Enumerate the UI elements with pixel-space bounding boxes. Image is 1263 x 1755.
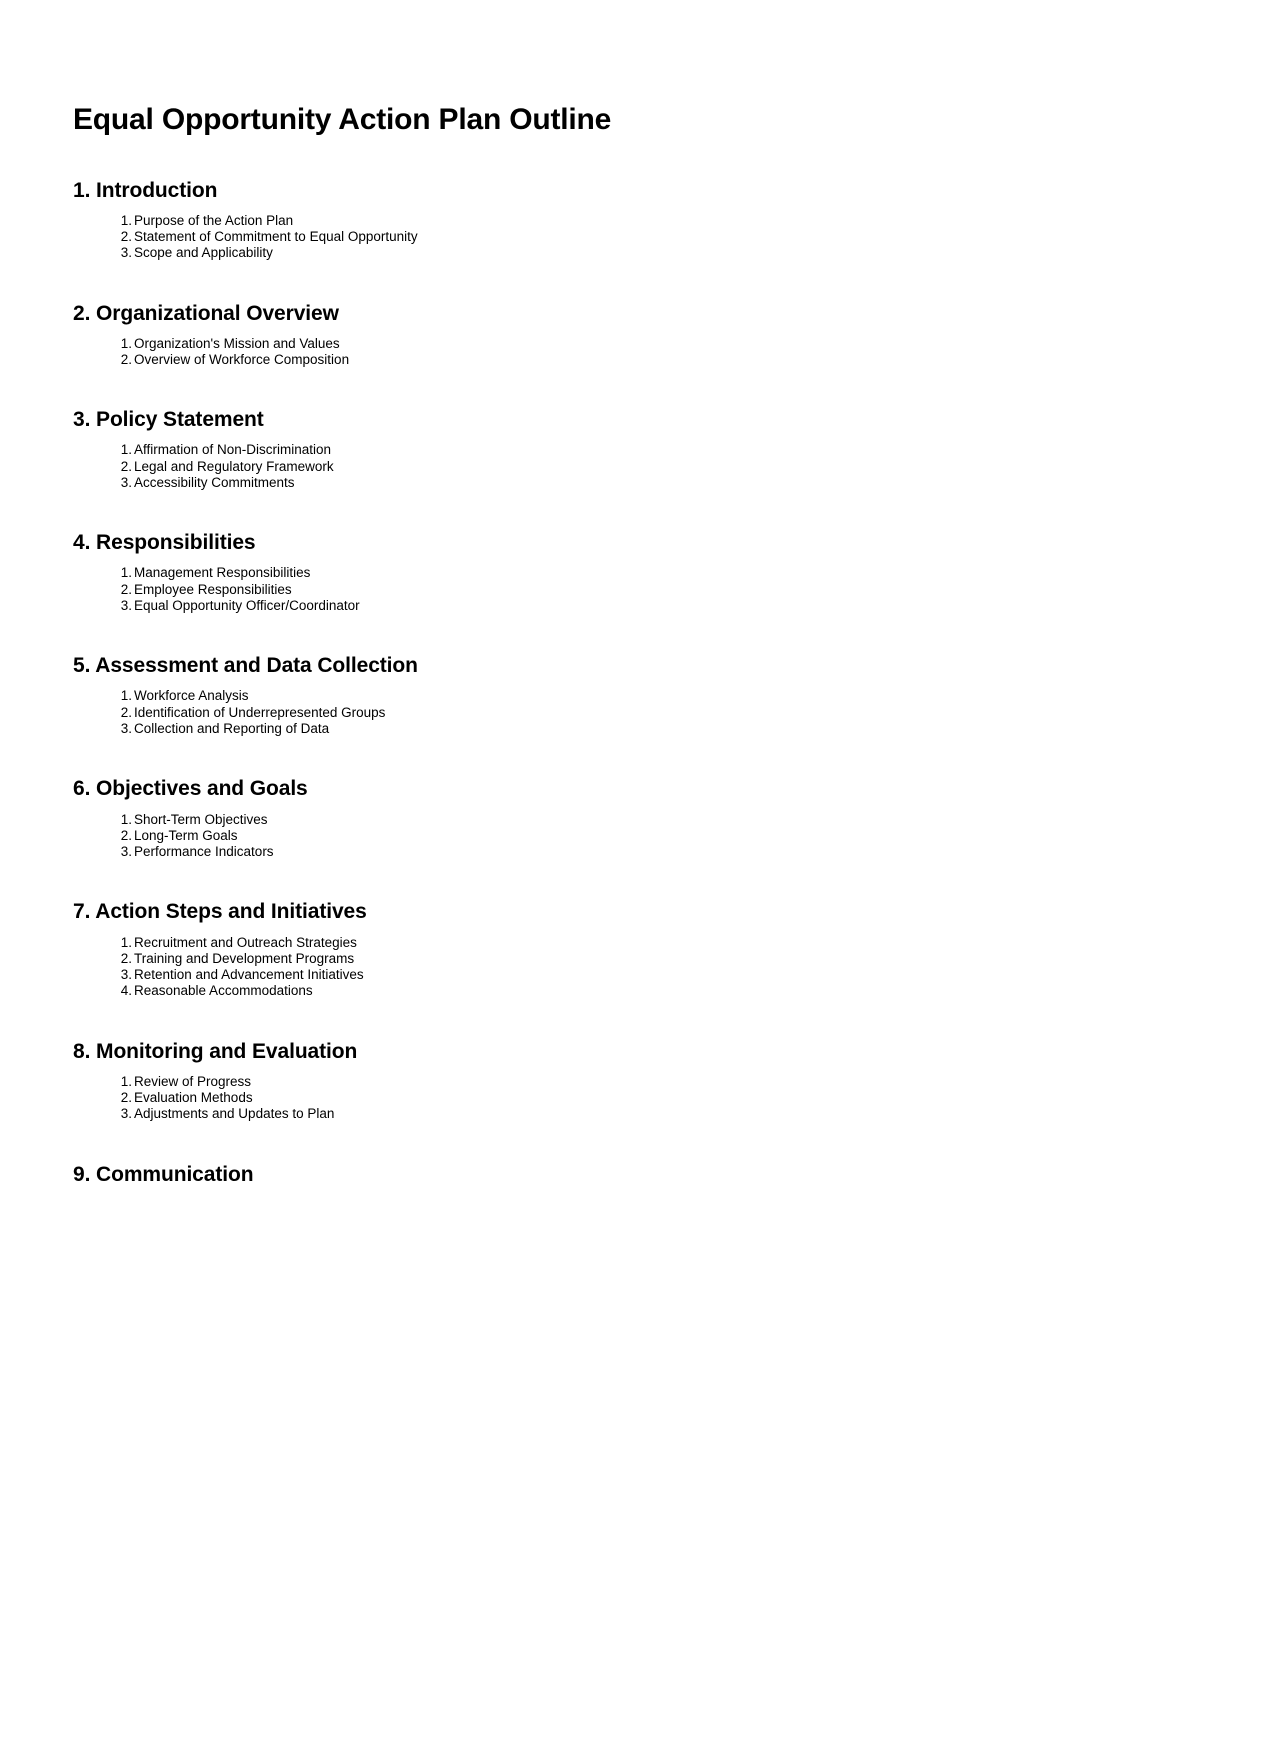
section-heading-6: 6. Objectives and Goals: [73, 777, 308, 801]
list-item-label: Statement of Commitment to Equal Opportunity: [134, 228, 418, 244]
list-item-label: Overview of Workforce Composition: [134, 351, 350, 367]
list-item-number: 4.: [120, 983, 132, 999]
list-item-label: Long-Term Goals: [134, 827, 238, 843]
list-item-number: 3.: [120, 1106, 132, 1122]
list-item-label: Workforce Analysis: [134, 688, 249, 704]
section-9: [72, 1123, 1191, 1187]
list-item-number: 1.: [120, 335, 132, 351]
list-item: [72, 442, 1191, 458]
list-item-number: 1.: [120, 442, 132, 458]
list-item-label: Recruitment and Outreach Strategies: [134, 934, 357, 950]
list-item: [72, 245, 1191, 261]
list-item: [72, 828, 1191, 844]
list-item-label: Evaluation Methods: [134, 1090, 253, 1106]
list-item: [72, 352, 1191, 368]
list-item: [72, 229, 1191, 245]
list-item: [72, 582, 1191, 598]
section-7: [72, 860, 1191, 999]
list-item-number: 1.: [120, 811, 132, 827]
list-item-label: Employee Responsibilities: [134, 581, 292, 597]
list-item-number: 3.: [120, 721, 132, 737]
list-item: [72, 598, 1191, 614]
list-item-number: 2.: [120, 458, 132, 474]
list-item-number: 3.: [120, 245, 132, 261]
section-6: [72, 737, 1191, 860]
list-item: [72, 688, 1191, 704]
list-item: [72, 983, 1191, 999]
list-item-label: Reasonable Accommodations: [134, 983, 313, 999]
section-list-7: [72, 925, 1191, 1000]
section-2: [72, 262, 1191, 369]
section-list-4: [72, 555, 1191, 614]
section-heading-7: 7. Action Steps and Initiatives: [73, 900, 367, 924]
list-item: [72, 812, 1191, 828]
list-item-label: Adjustments and Updates to Plan: [134, 1106, 335, 1122]
list-item-number: 3.: [120, 967, 132, 983]
section-8: [72, 1000, 1191, 1123]
list-item-label: Scope and Applicability: [134, 245, 273, 261]
list-item-number: 3.: [120, 475, 132, 490]
list-item: [72, 1106, 1191, 1122]
list-item-label: Training and Development Programs: [134, 950, 355, 966]
list-item: [72, 475, 1191, 491]
section-4: [72, 491, 1191, 614]
list-item: [72, 213, 1191, 229]
section-1: [72, 138, 1191, 262]
list-item: [72, 951, 1191, 967]
page-title: Equal Opportunity Action Plan Outline: [73, 103, 612, 136]
list-item-label: Short-Term Objectives: [134, 811, 268, 827]
section-list-3: [72, 432, 1191, 491]
list-item-number: 1.: [120, 1073, 132, 1089]
list-item-number: 2.: [120, 1090, 132, 1106]
list-item-label: Review of Progress: [134, 1073, 252, 1089]
section-list-1: [72, 203, 1191, 262]
list-item: [72, 967, 1191, 983]
list-item-label: Affirmation of Non-Discrimination: [134, 442, 332, 458]
list-item-number: 2.: [120, 950, 132, 966]
list-item: [72, 721, 1191, 737]
list-item-number: 3.: [120, 844, 132, 860]
section-heading-1: 1. Introduction: [73, 178, 218, 202]
section-5: [72, 614, 1191, 737]
section-list-5: [72, 678, 1191, 737]
list-item-number: 2.: [120, 351, 132, 367]
list-item-label: Purpose of the Action Plan: [134, 212, 294, 228]
list-item-number: 1.: [120, 934, 132, 950]
list-item: [72, 1074, 1191, 1090]
section-3: [72, 368, 1191, 491]
list-item-label: Equal Opportunity Officer/Coordinator: [134, 598, 360, 614]
list-item-number: 1.: [120, 688, 132, 704]
list-item-label: Accessibility Commitments: [134, 475, 295, 490]
list-item-number: 2.: [120, 228, 132, 244]
list-item-number: 2.: [120, 581, 132, 597]
list-item-number: 3.: [120, 598, 132, 614]
list-item-label: Collection and Reporting of Data: [134, 721, 330, 737]
list-item: [72, 565, 1191, 581]
list-item: [72, 705, 1191, 721]
list-item-number: 1.: [120, 565, 132, 581]
section-heading-9: 9. Communication: [73, 1162, 254, 1186]
list-item: [72, 935, 1191, 951]
list-item-number: 1.: [120, 212, 132, 228]
section-list-8: [72, 1064, 1191, 1123]
section-list-6: [72, 802, 1191, 861]
list-item-label: Retention and Advancement Initiatives: [134, 967, 364, 983]
section-heading-5: 5. Assessment and Data Collection: [73, 654, 418, 678]
section-heading-3: 3. Policy Statement: [73, 408, 264, 432]
list-item: [72, 844, 1191, 860]
list-item-label: Performance Indicators: [134, 844, 274, 860]
section-list-2: [72, 326, 1191, 369]
section-heading-2: 2. Organizational Overview: [73, 301, 339, 325]
list-item: [72, 1090, 1191, 1106]
list-item-number: 2.: [120, 704, 132, 720]
section-heading-4: 4. Responsibilities: [73, 531, 256, 555]
list-item-number: 2.: [120, 827, 132, 843]
list-item-label: Legal and Regulatory Framework: [134, 458, 334, 474]
list-item-label: Identification of Underrepresented Groups: [134, 704, 386, 720]
section-heading-8: 8. Monitoring and Evaluation: [73, 1039, 358, 1063]
list-item-label: Management Responsibilities: [134, 565, 311, 581]
list-item: [72, 459, 1191, 475]
list-item: [72, 336, 1191, 352]
list-item-label: Organization's Mission and Values: [134, 335, 340, 351]
